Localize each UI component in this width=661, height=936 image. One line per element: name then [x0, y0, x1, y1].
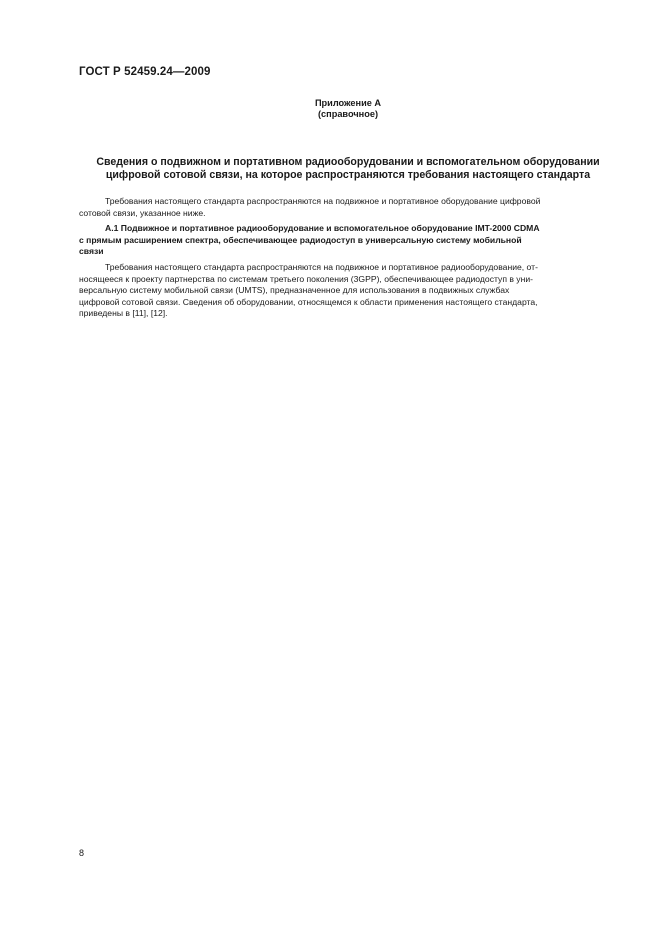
annex-title-line-2: цифровой сотовой связи, на которое распространяются требования настоящего стандарта — [105, 169, 591, 181]
paragraph-line-1: Требования настоящего стандарта распространяются на подвижное и портативное радиооборудование, от- — [105, 262, 538, 272]
subsection-heading — [79, 223, 617, 258]
annex-title-line-1: Сведения о подвижном и портативном радиооборудовании и вспомогательном оборудовании — [96, 156, 600, 168]
intro-line-1: Требования настоящего стандарта распространяются на подвижное и портативное оборудование цифровой — [105, 196, 541, 206]
intro-line-2: сотовой связи, указанное ниже. — [79, 207, 206, 218]
paragraph-line-3: версальную систему мобильной связи (UMTS), предназначенное для использования в подвижных службах — [79, 285, 510, 295]
paragraph-line-5: приведены в [11], [12]. — [79, 308, 168, 318]
annex-heading — [79, 98, 617, 120]
annex-title — [74, 156, 622, 182]
subsection-line-2: с прямым расширением спектра, обеспечивающее радиодоступ в универсальную систему мобильной — [79, 234, 522, 245]
document-code: ГОСТ Р 52459.24—2009 — [79, 66, 211, 78]
subsection-line-3: связи — [79, 246, 104, 256]
paragraph-line-4: цифровой сотовой связи. Сведения об оборудовании, относящемся к области применения настоящего стандарта, — [79, 296, 538, 307]
intro-paragraph — [79, 196, 617, 219]
subsection-line-1: А.1 Подвижное и портативное радиооборудование и вспомогательное оборудование IMT-2000 CDMA — [105, 223, 540, 233]
annex-status: (справочное) — [317, 109, 378, 119]
paragraph-line-2: носящееся к проекту партнерства по системам третьего поколения (3GPP), обеспечивающее радиодоступ в уни- — [79, 273, 534, 284]
page-number: 8 — [79, 848, 85, 858]
body-paragraph — [79, 262, 617, 320]
annex-label: Приложение А — [314, 98, 382, 108]
